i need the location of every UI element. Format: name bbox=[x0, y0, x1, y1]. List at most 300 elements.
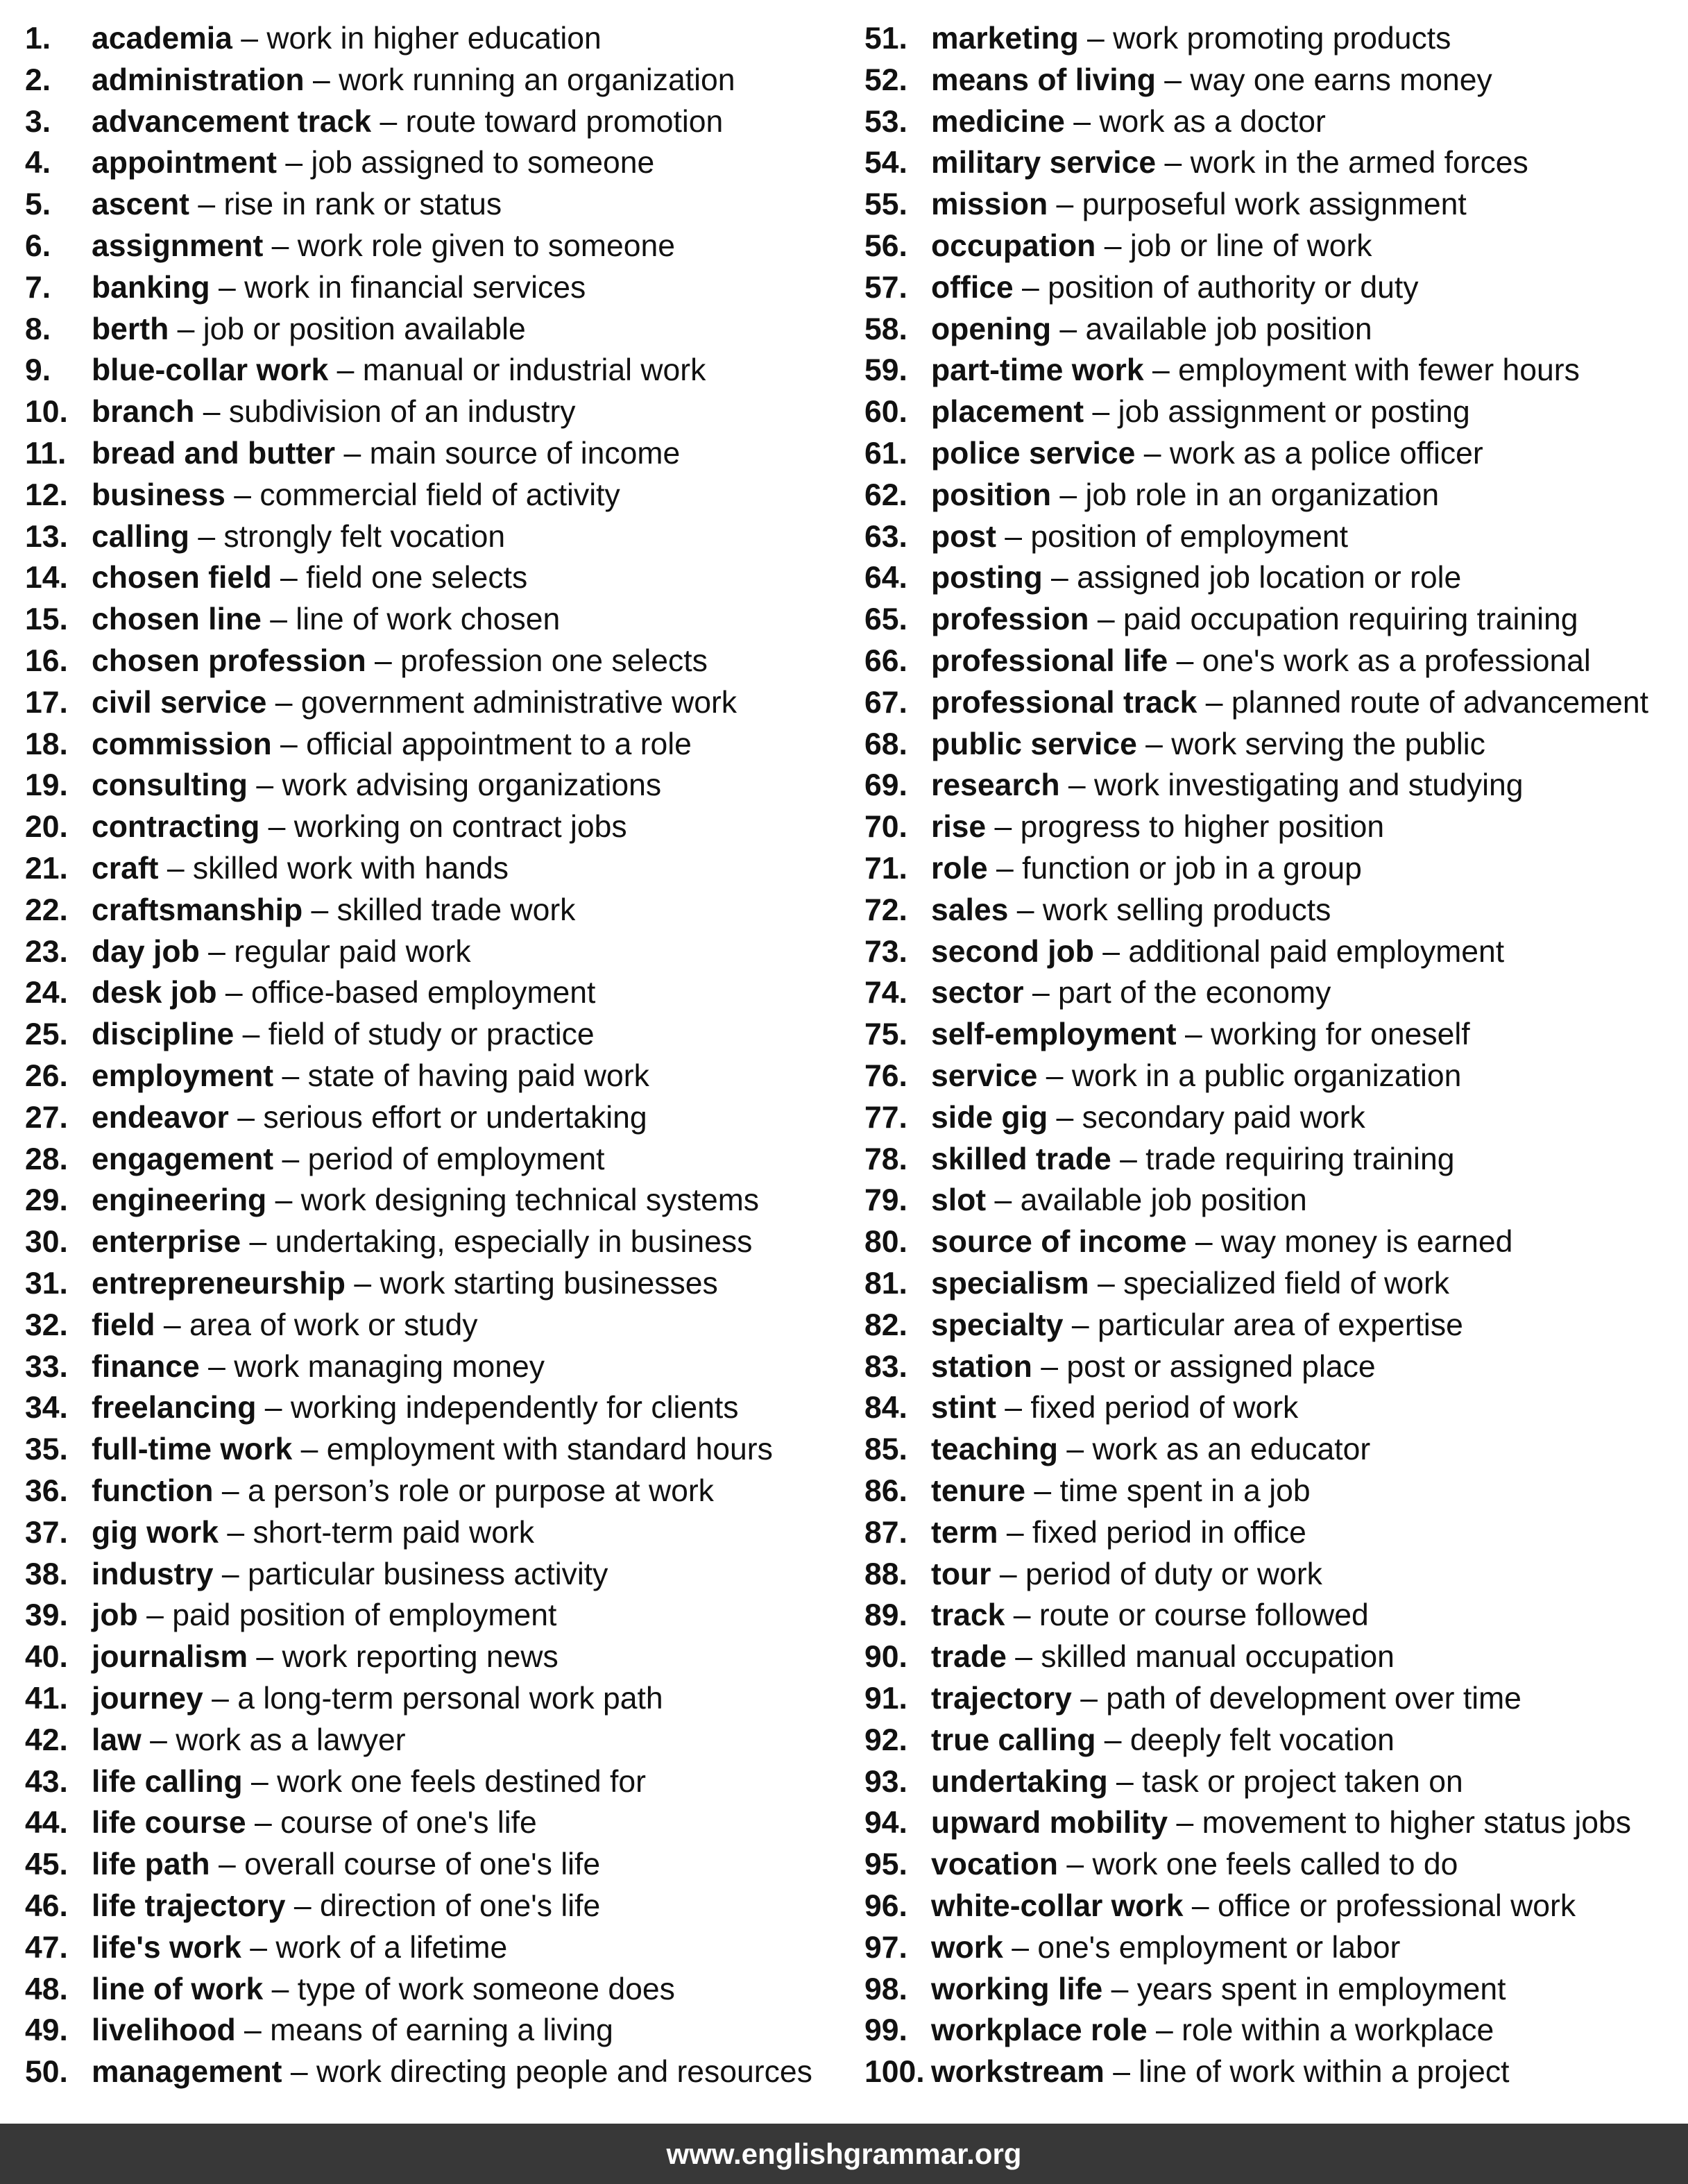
item-definition: – period of duty or work bbox=[991, 1557, 1322, 1591]
item-text bbox=[92, 1221, 752, 1263]
item-definition: – a person’s role or purpose at work bbox=[213, 1474, 714, 1508]
item-text bbox=[931, 1720, 1395, 1761]
item-number: 42. bbox=[25, 1722, 68, 1757]
item-text bbox=[92, 516, 505, 558]
item-text bbox=[931, 682, 1648, 724]
item-term: chosen profession bbox=[92, 644, 366, 678]
item-number: 72. bbox=[864, 892, 907, 927]
item-number: 33. bbox=[25, 1349, 68, 1384]
item-text bbox=[92, 848, 509, 890]
item-text bbox=[92, 142, 654, 184]
item-number: 38. bbox=[25, 1557, 68, 1591]
item-number: 73. bbox=[864, 934, 907, 969]
item-number: 76. bbox=[864, 1059, 907, 1093]
item-term: placement bbox=[931, 395, 1084, 430]
item-number: 71. bbox=[864, 852, 907, 886]
item-number: 46. bbox=[25, 1889, 68, 1923]
item-term: workplace role bbox=[931, 2013, 1148, 2048]
item-term: entrepreneurship bbox=[92, 1267, 346, 1301]
item-term: law bbox=[92, 1722, 142, 1757]
item-number: 39. bbox=[25, 1598, 68, 1633]
item-term: self-employment bbox=[931, 1017, 1177, 1052]
item-definition: – employment with fewer hours bbox=[1143, 353, 1580, 388]
item-term: profession bbox=[931, 602, 1089, 637]
item-term: industry bbox=[92, 1557, 214, 1591]
item-definition: – paid position of employment bbox=[137, 1598, 557, 1633]
item-number: 11. bbox=[25, 437, 67, 471]
item-definition: – line of work within a project bbox=[1104, 2055, 1510, 2090]
item-number: 31. bbox=[25, 1267, 68, 1301]
item-text bbox=[931, 391, 1470, 433]
item-text bbox=[92, 1014, 595, 1056]
item-definition: – official appointment to a role bbox=[271, 727, 692, 761]
item-number: 5. bbox=[25, 187, 51, 222]
item-term: office bbox=[931, 270, 1014, 305]
item-definition: – way one earns money bbox=[1155, 62, 1492, 97]
item-term: life course bbox=[92, 1806, 246, 1840]
item-number: 43. bbox=[25, 1764, 68, 1799]
item-number: 96. bbox=[864, 1889, 907, 1923]
item-term: specialism bbox=[931, 1267, 1089, 1301]
item-definition: – assigned job location or role bbox=[1042, 561, 1462, 595]
item-number: 28. bbox=[25, 1142, 68, 1176]
item-definition: – office-based employment bbox=[216, 976, 596, 1010]
item-number: 10. bbox=[25, 395, 68, 430]
item-text bbox=[92, 931, 471, 973]
item-term: chosen line bbox=[92, 602, 262, 637]
item-text bbox=[92, 1471, 714, 1512]
item-definition: – work in the armed forces bbox=[1156, 146, 1528, 180]
item-number: 69. bbox=[864, 768, 907, 803]
item-text bbox=[92, 1844, 600, 1886]
item-number: 88. bbox=[864, 1557, 907, 1591]
item-term: skilled trade bbox=[931, 1142, 1111, 1176]
footer-url: www.englishgrammar.org bbox=[666, 2138, 1022, 2170]
item-text bbox=[931, 1387, 1298, 1429]
item-definition: – position of employment bbox=[996, 519, 1349, 554]
item-term: sales bbox=[931, 892, 1009, 927]
item-term: bread and butter bbox=[92, 437, 336, 471]
item-text bbox=[92, 1969, 675, 2011]
item-term: life's work bbox=[92, 1930, 241, 1965]
item-number: 59. bbox=[864, 353, 907, 388]
item-definition: – work advising organizations bbox=[247, 768, 662, 803]
item-definition: – working independently for clients bbox=[256, 1391, 739, 1425]
item-definition: – work selling products bbox=[1008, 892, 1331, 927]
item-term: rise bbox=[931, 810, 987, 845]
item-definition: – skilled trade work bbox=[302, 892, 576, 927]
item-term: gig work bbox=[92, 1515, 219, 1550]
item-term: craftsmanship bbox=[92, 892, 303, 927]
item-text bbox=[931, 2051, 1510, 2093]
item-term: desk job bbox=[92, 976, 217, 1010]
item-term: journey bbox=[92, 1682, 203, 1716]
item-number: 79. bbox=[864, 1183, 907, 1218]
item-definition: – route or course followed bbox=[1005, 1598, 1369, 1633]
item-text bbox=[931, 599, 1578, 641]
item-definition: – skilled work with hands bbox=[158, 852, 509, 886]
item-text bbox=[92, 599, 560, 641]
item-text bbox=[92, 226, 675, 267]
item-number: 16. bbox=[25, 644, 68, 678]
item-term: blue-collar work bbox=[92, 353, 329, 388]
item-number: 19. bbox=[25, 768, 68, 803]
item-term: specialty bbox=[931, 1307, 1064, 1342]
item-number: 45. bbox=[25, 1847, 68, 1882]
item-number: 97. bbox=[864, 1930, 907, 1965]
item-term: teaching bbox=[931, 1432, 1058, 1467]
item-number: 15. bbox=[25, 602, 68, 637]
item-definition: – job assigned to someone bbox=[276, 146, 655, 180]
item-term: livelihood bbox=[92, 2013, 236, 2048]
item-term: position bbox=[931, 477, 1052, 512]
item-term: business bbox=[92, 477, 225, 512]
item-number: 47. bbox=[25, 1930, 68, 1965]
item-number: 68. bbox=[864, 727, 907, 761]
item-number: 24. bbox=[25, 976, 68, 1010]
item-text bbox=[931, 1927, 1400, 1969]
item-text bbox=[92, 1346, 545, 1388]
item-text bbox=[931, 806, 1384, 848]
item-number: 65. bbox=[864, 602, 907, 637]
item-definition: – available job position bbox=[1051, 312, 1372, 346]
item-definition: – regular paid work bbox=[199, 934, 471, 969]
item-term: endeavor bbox=[92, 1100, 229, 1135]
item-definition: – line of work chosen bbox=[261, 602, 561, 637]
item-text bbox=[931, 641, 1591, 682]
item-text bbox=[931, 18, 1451, 60]
item-term: administration bbox=[92, 62, 305, 97]
item-text bbox=[931, 1471, 1311, 1512]
item-definition: – path of development over time bbox=[1071, 1682, 1521, 1716]
item-term: management bbox=[92, 2055, 282, 2090]
item-definition: – work one feels called to do bbox=[1057, 1847, 1458, 1882]
item-text bbox=[931, 1554, 1322, 1595]
item-text bbox=[92, 724, 692, 765]
item-term: commission bbox=[92, 727, 272, 761]
item-definition: – secondary paid work bbox=[1048, 1100, 1365, 1135]
item-term: calling bbox=[92, 519, 189, 554]
item-number: 60. bbox=[864, 395, 907, 430]
item-number: 32. bbox=[25, 1307, 68, 1342]
item-text bbox=[92, 806, 627, 848]
item-number: 98. bbox=[864, 1972, 907, 2006]
item-definition: – rise in rank or status bbox=[189, 187, 502, 222]
item-definition: – strongly felt vocation bbox=[189, 519, 506, 554]
item-number: 63. bbox=[864, 519, 907, 554]
item-text bbox=[931, 267, 1418, 309]
item-definition: – purposeful work assignment bbox=[1048, 187, 1467, 222]
item-number: 53. bbox=[864, 104, 907, 139]
item-term: work bbox=[931, 1930, 1003, 1965]
item-number: 80. bbox=[864, 1225, 907, 1260]
item-number: 64. bbox=[864, 561, 907, 595]
item-text bbox=[931, 1221, 1512, 1263]
item-definition: – progress to higher position bbox=[986, 810, 1385, 845]
item-number: 51. bbox=[864, 22, 907, 56]
item-definition: – work in higher education bbox=[232, 22, 602, 56]
item-definition: – position of authority or duty bbox=[1013, 270, 1419, 305]
item-term: branch bbox=[92, 395, 195, 430]
item-definition: – post or assigned place bbox=[1032, 1349, 1376, 1384]
item-term: part-time work bbox=[931, 353, 1144, 388]
item-text bbox=[92, 309, 526, 350]
item-definition: – employment with standard hours bbox=[292, 1432, 773, 1467]
item-term: line of work bbox=[92, 1972, 264, 2006]
item-number: 49. bbox=[25, 2013, 68, 2048]
item-term: true calling bbox=[931, 1722, 1096, 1757]
item-term: finance bbox=[92, 1349, 200, 1384]
item-text bbox=[92, 60, 735, 101]
item-number: 56. bbox=[864, 229, 907, 263]
item-text bbox=[931, 765, 1523, 806]
item-text bbox=[92, 350, 706, 391]
item-text bbox=[931, 1595, 1369, 1636]
item-term: assignment bbox=[92, 229, 264, 263]
item-text bbox=[931, 1014, 1470, 1056]
item-text bbox=[931, 516, 1348, 558]
item-number: 77. bbox=[864, 1100, 907, 1135]
item-definition: – job or line of work bbox=[1096, 229, 1372, 263]
item-term: life calling bbox=[92, 1764, 243, 1799]
item-text bbox=[931, 309, 1372, 350]
item-term: term bbox=[931, 1515, 998, 1550]
item-term: discipline bbox=[92, 1017, 235, 1052]
item-number: 58. bbox=[864, 312, 907, 346]
item-number: 92. bbox=[864, 1722, 907, 1757]
item-number: 55. bbox=[864, 187, 907, 222]
item-text bbox=[92, 1636, 559, 1678]
item-term: academia bbox=[92, 22, 232, 56]
item-definition: – course of one's life bbox=[246, 1806, 537, 1840]
item-text bbox=[931, 972, 1331, 1014]
item-text bbox=[92, 1886, 600, 1927]
item-text bbox=[92, 1761, 646, 1803]
item-definition: – work as a lawyer bbox=[141, 1722, 406, 1757]
item-text bbox=[931, 1636, 1395, 1678]
item-term: vocation bbox=[931, 1847, 1058, 1882]
item-text bbox=[931, 350, 1580, 391]
item-text bbox=[92, 1595, 556, 1636]
item-definition: – work one feels destined for bbox=[242, 1764, 646, 1799]
item-term: craft bbox=[92, 852, 159, 886]
item-text bbox=[931, 475, 1439, 516]
item-definition: – means of earning a living bbox=[235, 2013, 613, 2048]
item-text bbox=[931, 1886, 1576, 1927]
item-term: contracting bbox=[92, 810, 260, 845]
item-definition: – movement to higher status jobs bbox=[1168, 1806, 1632, 1840]
item-term: chosen field bbox=[92, 561, 272, 595]
item-definition: – specialized field of work bbox=[1089, 1267, 1450, 1301]
item-text bbox=[931, 1761, 1463, 1803]
item-definition: – work in a public organization bbox=[1037, 1059, 1462, 1093]
item-term: source of income bbox=[931, 1225, 1187, 1260]
item-number: 95. bbox=[864, 1847, 907, 1882]
item-number: 83. bbox=[864, 1349, 907, 1384]
item-term: public service bbox=[931, 727, 1137, 761]
item-text bbox=[931, 557, 1461, 599]
item-number: 87. bbox=[864, 1515, 907, 1550]
item-text bbox=[931, 1844, 1458, 1886]
item-definition: – paid occupation requiring training bbox=[1089, 602, 1578, 637]
item-definition: – route toward promotion bbox=[371, 104, 724, 139]
item-text bbox=[92, 391, 576, 433]
item-number: 52. bbox=[864, 62, 907, 97]
item-number: 22. bbox=[25, 892, 68, 927]
item-definition: – work investigating and studying bbox=[1059, 768, 1524, 803]
item-definition: – field of study or practice bbox=[234, 1017, 595, 1052]
item-text bbox=[931, 848, 1362, 890]
item-definition: – state of having paid work bbox=[273, 1059, 649, 1093]
item-definition: – profession one selects bbox=[366, 644, 708, 678]
item-number: 81. bbox=[864, 1267, 907, 1301]
item-definition: – short-term paid work bbox=[218, 1515, 535, 1550]
item-definition: – job or position available bbox=[169, 312, 526, 346]
item-term: sector bbox=[931, 976, 1024, 1010]
item-definition: – a long-term personal work path bbox=[203, 1682, 663, 1716]
item-text bbox=[931, 1180, 1307, 1221]
item-text bbox=[92, 1512, 534, 1554]
item-number: 44. bbox=[25, 1806, 68, 1840]
item-text bbox=[92, 1802, 537, 1844]
item-term: appointment bbox=[92, 146, 277, 180]
item-text bbox=[92, 1678, 663, 1720]
item-definition: – work as an educator bbox=[1057, 1432, 1371, 1467]
item-text bbox=[931, 931, 1504, 973]
item-text bbox=[92, 1056, 649, 1097]
item-number: 29. bbox=[25, 1183, 68, 1218]
item-number: 13. bbox=[25, 519, 68, 554]
item-number: 27. bbox=[25, 1100, 68, 1135]
item-number: 86. bbox=[864, 1474, 907, 1508]
item-definition: – government administrative work bbox=[266, 685, 738, 720]
item-term: banking bbox=[92, 270, 210, 305]
item-definition: – work role given to someone bbox=[263, 229, 675, 263]
item-definition: – field one selects bbox=[271, 561, 528, 595]
item-term: tenure bbox=[931, 1474, 1025, 1508]
item-number: 9. bbox=[25, 353, 51, 388]
item-definition: – planned route of advancement bbox=[1197, 685, 1649, 720]
item-term: engineering bbox=[92, 1183, 267, 1218]
item-definition: – subdivision of an industry bbox=[194, 395, 576, 430]
item-text bbox=[931, 101, 1326, 143]
item-term: occupation bbox=[931, 229, 1096, 263]
item-definition: – type of work someone does bbox=[263, 1972, 675, 2006]
item-number: 70. bbox=[864, 810, 907, 845]
item-text bbox=[92, 475, 620, 516]
item-number: 26. bbox=[25, 1059, 68, 1093]
item-definition: – job assignment or posting bbox=[1084, 395, 1470, 430]
item-definition: – work reporting news bbox=[248, 1640, 559, 1675]
item-definition: – work managing money bbox=[199, 1349, 545, 1384]
item-definition: – working on contract jobs bbox=[259, 810, 627, 845]
item-term: freelancing bbox=[92, 1391, 257, 1425]
item-term: stint bbox=[931, 1391, 996, 1425]
item-text bbox=[92, 890, 575, 931]
item-definition: – main source of income bbox=[335, 437, 681, 471]
item-text bbox=[92, 101, 723, 143]
item-definition: – work designing technical systems bbox=[266, 1183, 760, 1218]
item-text bbox=[931, 724, 1485, 765]
item-number: 41. bbox=[25, 1682, 68, 1716]
item-number: 99. bbox=[864, 2013, 907, 2048]
item-term: function bbox=[92, 1474, 214, 1508]
item-definition: – years spent in employment bbox=[1102, 1972, 1506, 2006]
item-text bbox=[92, 184, 502, 226]
item-definition: – manual or industrial work bbox=[328, 353, 706, 388]
item-term: consulting bbox=[92, 768, 248, 803]
item-definition: – serious effort or undertaking bbox=[228, 1100, 647, 1135]
item-text bbox=[931, 433, 1483, 475]
item-term: tour bbox=[931, 1557, 991, 1591]
item-text bbox=[92, 267, 586, 309]
item-term: enterprise bbox=[92, 1225, 241, 1260]
item-text bbox=[92, 2051, 812, 2093]
item-definition: – work as a police officer bbox=[1135, 437, 1483, 471]
item-term: engagement bbox=[92, 1142, 274, 1176]
item-definition: – particular area of expertise bbox=[1063, 1307, 1463, 1342]
item-text bbox=[92, 1927, 507, 1969]
item-text bbox=[931, 1097, 1365, 1139]
item-text bbox=[92, 1139, 605, 1180]
item-number: 61. bbox=[864, 437, 907, 471]
footer-bar bbox=[0, 2124, 1688, 2184]
item-text bbox=[931, 1139, 1454, 1180]
item-text bbox=[92, 1180, 759, 1221]
item-text bbox=[931, 1969, 1506, 2011]
item-definition: – job role in an organization bbox=[1051, 477, 1440, 512]
item-term: role bbox=[931, 852, 988, 886]
item-number: 90. bbox=[864, 1640, 907, 1675]
item-number: 35. bbox=[25, 1432, 68, 1467]
item-number: 34. bbox=[25, 1391, 68, 1425]
item-term: journalism bbox=[92, 1640, 248, 1675]
item-definition: – direction of one's life bbox=[285, 1889, 601, 1923]
item-number: 40. bbox=[25, 1640, 68, 1675]
item-definition: – overall course of one's life bbox=[210, 1847, 601, 1882]
item-term: field bbox=[92, 1307, 155, 1342]
item-text bbox=[931, 890, 1331, 931]
item-number: 4. bbox=[25, 146, 51, 180]
item-text bbox=[92, 2010, 613, 2051]
item-definition: – available job position bbox=[986, 1183, 1307, 1218]
item-definition: – work as a doctor bbox=[1064, 104, 1326, 139]
item-term: research bbox=[931, 768, 1060, 803]
item-term: ascent bbox=[92, 187, 189, 222]
item-number: 18. bbox=[25, 727, 68, 761]
item-number: 94. bbox=[864, 1806, 907, 1840]
item-number: 7. bbox=[25, 270, 51, 305]
item-term: station bbox=[931, 1349, 1032, 1384]
item-definition: – period of employment bbox=[273, 1142, 605, 1176]
item-definition: – fixed period in office bbox=[998, 1515, 1306, 1550]
item-term: advancement track bbox=[92, 104, 372, 139]
item-definition: – work directing people and resources bbox=[282, 2055, 812, 2090]
item-number: 89. bbox=[864, 1598, 907, 1633]
item-definition: – particular business activity bbox=[213, 1557, 608, 1591]
item-number: 25. bbox=[25, 1017, 68, 1052]
item-text bbox=[931, 142, 1528, 184]
item-number: 66. bbox=[864, 644, 907, 678]
item-number: 20. bbox=[25, 810, 68, 845]
item-definition: – role within a workplace bbox=[1147, 2013, 1494, 2048]
item-number: 1. bbox=[25, 22, 51, 56]
item-number: 17. bbox=[25, 685, 68, 720]
item-text bbox=[931, 60, 1492, 101]
item-text bbox=[92, 1305, 477, 1346]
item-text bbox=[931, 1802, 1631, 1844]
item-definition: – function or job in a group bbox=[987, 852, 1362, 886]
